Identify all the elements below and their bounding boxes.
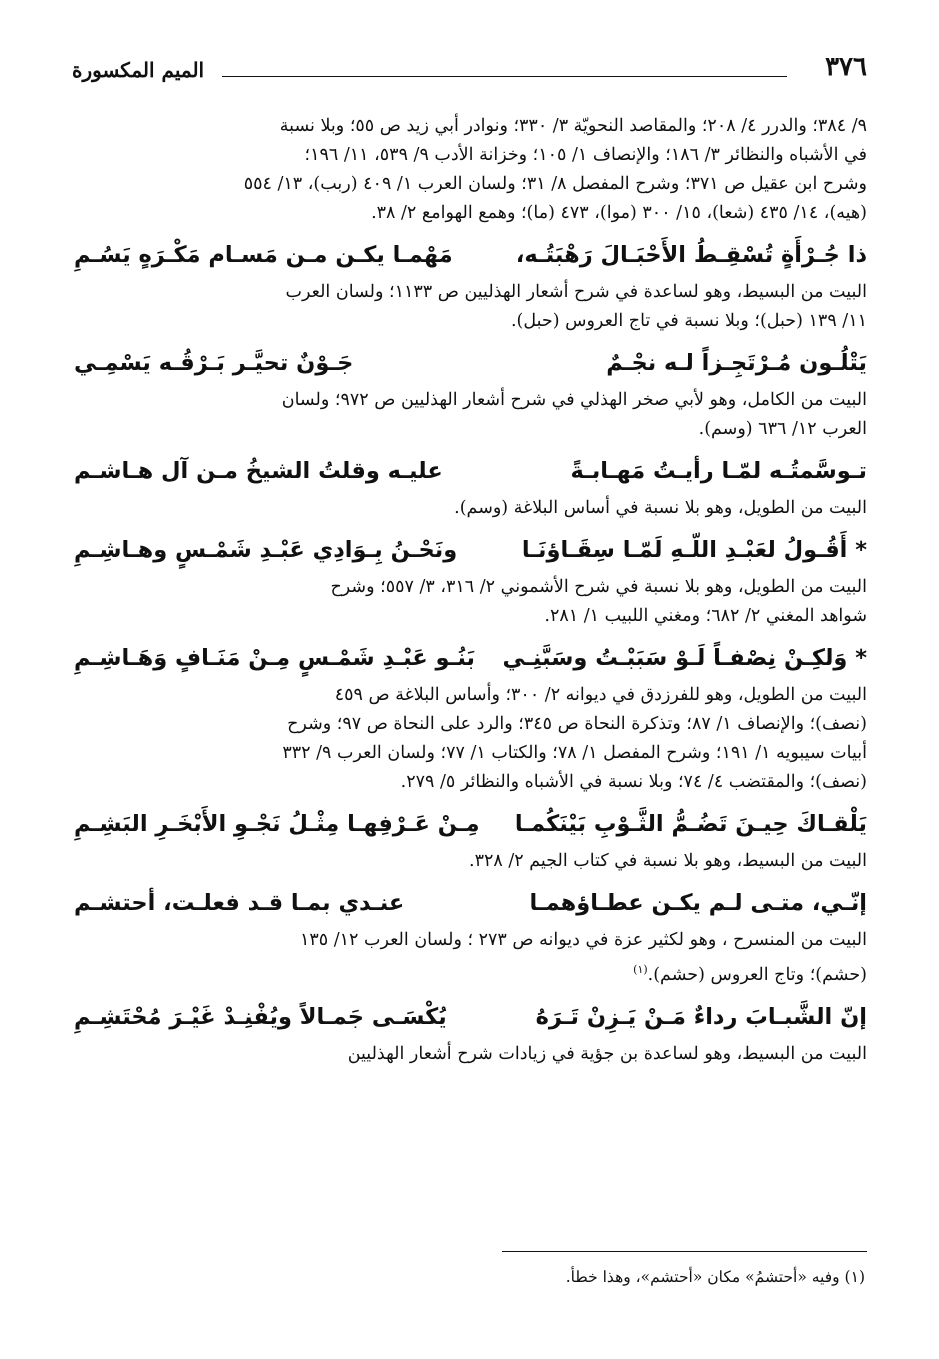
second-hemistich: مَهْمـا يكـن مـن مَسـام مَكْـرَهٍ يَسُـمِ (74, 242, 453, 268)
second-hemistich: بَنُـو عَبْـدِ شَمْـسٍ مِـنْ مَنَـافٍ وَهَـاشِـمِ (74, 645, 475, 671)
verse-line (74, 996, 867, 1038)
verse-line (74, 234, 867, 276)
verse-entry (74, 342, 867, 444)
verse-line (74, 637, 867, 679)
first-hemistich: * أَقُـولُ لعَبْـدِ اللّـهِ لَمّـا سِقَـاؤنَـا (521, 537, 867, 563)
note-line: البيت من الكامل، وهو لأبي صخر الهذلي في شرح أشعار الهذليين ص ٩٧٢؛ ولسان (281, 390, 867, 410)
verse-notes (74, 681, 867, 797)
header-rule (222, 76, 787, 77)
verse-notes (74, 847, 867, 876)
note-line: البيت من البسيط، وهو بلا نسبة في كتاب الجيم ٢/ ٣٢٨. (469, 851, 867, 871)
note-line: العرب ١٢/ ٦٣٦ (وسم). (698, 419, 867, 439)
page-number: ٣٧٦ (825, 52, 867, 82)
note-line: البيت من الطويل، وهو للفرزدق في ديوانه ٢/ ٣٠٠؛ وأساس البلاغة ص ٤٥٩ (334, 685, 867, 705)
note-line: (نصف)؛ والإنصاف ١/ ٨٧؛ وتذكرة النحاة ص ٣٤٥؛ والرد على النحاة ص ٩٧؛ وشرح (287, 714, 867, 734)
verse-entry (74, 450, 867, 523)
note-line: شواهد المغني ٢/ ٦٨٢؛ ومغني اللبيب ١/ ٢٨١. (544, 606, 867, 626)
verse-notes (74, 386, 867, 444)
intro-block (74, 112, 867, 228)
first-hemistich: إنّـي، متـى لـم يكـن عطـاؤهمـا (529, 890, 867, 916)
first-hemistich: تـوسَّمتُـه لمّـا رأيـتُ مَهـابـةً (570, 458, 867, 484)
first-hemistich: إنّ الشَّبـابَ رداءٌ مَـنْ يَـزِنْ تَـرَهُ (535, 1003, 867, 1030)
verse-line (74, 450, 867, 492)
verse-line (74, 803, 867, 845)
note-line: البيت من المنسرح ، وهو لكثير عزة في ديوانه ص ٢٧٣ ؛ ولسان العرب ١٢/ ١٣٥ (299, 930, 867, 950)
note-line: (نصف)؛ والمقتضب ٤/ ٧٤؛ وبلا نسبة في الأشباه والنظائر ٥/ ٢٧٩. (400, 772, 867, 792)
note-line: البيت من البسيط، وهو لساعدة بن جؤية في زيادات شرح أشعار الهذليين (347, 1043, 867, 1064)
note-line: أبيات سيبويه ١/ ١٩١؛ وشرح المفصل ١/ ٧٨؛ والكتاب ١/ ٧٧؛ ولسان العرب ٩/ ٣٣٢ (282, 743, 867, 763)
note-line: ١١/ ١٣٩ (حبل)؛ وبلا نسبة في تاج العروس (حبل). (510, 311, 867, 331)
verse-notes (74, 278, 867, 336)
verse-line (74, 882, 867, 924)
second-hemistich: يُكْسَـى جَمـالاً ويُفْنِـدْ غَيْـرَ مُحْتَشِـمِ (74, 1003, 447, 1030)
second-hemistich: عليـه وقلتُ الشيخُ مـن آل هـاشـم (74, 458, 443, 484)
text-line: ٩/ ٣٨٤؛ والدرر ٤/ ٢٠٨؛ والمقاصد النحويّة ٣/ ٣٣٠؛ ونوادر أبي زيد ص ٥٥؛ وبلا نسبة (279, 116, 867, 136)
first-hemistich: يَتْلُـون مُـرْتَجِـزاً لـه نجْـمٌ (606, 350, 867, 376)
verse-entry (74, 803, 867, 876)
text-line: في الأشباه والنظائر ٣/ ١٨٦؛ والإنصاف ١/ ١٠٥؛ وخزانة الأدب ٩/ ٥٣٩، ١١/ ١٩٦؛ (304, 145, 867, 165)
verse-notes (74, 573, 867, 631)
first-hemistich: * وَلكِـنْ نِصْفـاً لَـوْ سَبَبْـتُ وسَبَّنِـي (502, 645, 867, 671)
note-line: البيت من البسيط، وهو لساعدة في شرح أشعار الهذليين ص ١١٣٣؛ ولسان العرب (285, 282, 867, 302)
second-hemistich: عنـدي بمـا قـد فعلـت، أحتشـم (74, 890, 405, 916)
second-hemistich: مِـنْ عَـرْفِهـا مِثْـلُ نَجْـوِ الأَبْخَـرِ البَشِـمِ (74, 811, 480, 837)
second-hemistich: جَـوْنٌ تحيَّـر بَـرْقُـه يَسْمِـي (74, 350, 354, 376)
note-line: البيت من الطويل، وهو بلا نسبة في شرح الأشموني ٢/ ٣١٦، ٣/ ٥٥٧؛ وشرح (330, 577, 867, 597)
verse-entry (74, 234, 867, 336)
verse-notes (74, 926, 867, 990)
verse-notes (74, 1040, 867, 1069)
page-header (72, 52, 867, 92)
running-title: الميم المكسورة (72, 58, 205, 82)
verse-entry (74, 882, 867, 990)
verse-entry (74, 529, 867, 631)
text-line: وشرح ابن عقيل ص ٣٧١؛ وشرح المفصل ٨/ ٣١؛ ولسان العرب ١/ ٤٠٩ (ربب)، ١٣/ ٥٥٤ (243, 174, 867, 194)
note-line: البيت من الطويل، وهو بلا نسبة في أساس البلاغة (وسم). (454, 498, 867, 518)
note-text: (حشم)؛ وتاج العروس (حشم). (647, 964, 867, 985)
note-line (74, 955, 867, 990)
footnote-rule (502, 1251, 867, 1252)
verse-notes (74, 494, 867, 523)
footnote-marker: (١) (633, 963, 648, 976)
verse-entry (74, 637, 867, 797)
footnote: (١) وفيه «أحتشمُ» مكان «أحتشم»، وهذا خطأ. (565, 1268, 865, 1286)
second-hemistich: ونَحْـنُ بِـوَادِي عَبْـدِ شَمْـسٍ وهـاشِـمِ (74, 537, 458, 563)
first-hemistich: يَلْقـاكَ حِيـنَ تَضُـمُّ الثَّـوْبِ بَيْنَكُمـا (514, 811, 867, 837)
first-hemistich: ذا جُـرْأَةٍ تُسْقِـطُ الأَحْبَـالَ رَهْبَتُـه، (515, 242, 867, 268)
page-body (74, 112, 867, 1069)
verse-entry (74, 996, 867, 1069)
verse-line (74, 342, 867, 384)
verse-line (74, 529, 867, 571)
text-line: (هيه)، ١٤/ ٤٣٥ (شعا)، ١٥/ ٣٠٠ (موا)، ٤٧٣ (ما)؛ وهمع الهوامع ٢/ ٣٨. (371, 203, 867, 223)
